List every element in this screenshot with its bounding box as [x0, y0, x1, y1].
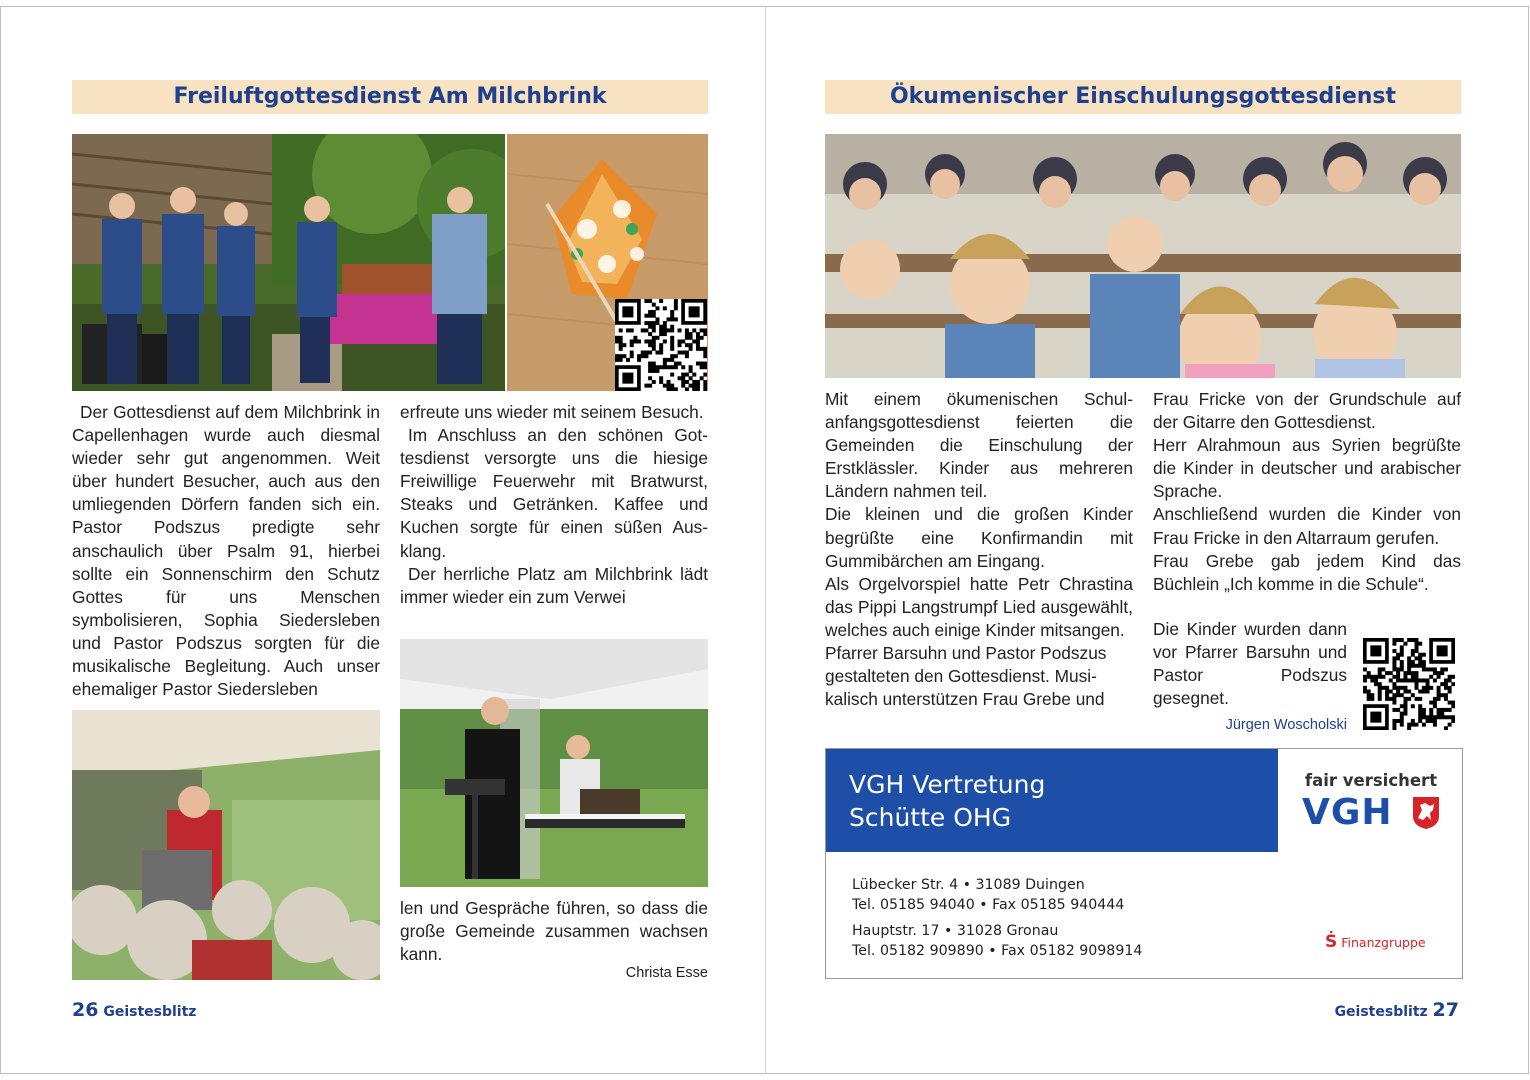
vgh-advertisement[interactable]: [825, 748, 1463, 979]
ad-phone-2: Tel. 05182 909890 • Fax 05182 9098914: [852, 943, 1143, 959]
right-col1-paragraph-2: Die kleinen und die großen Kinder begrüßte eine Konfirmandin mit Gummibärchen am Eingang.: [825, 504, 1133, 571]
left-col2-paragraph-1: erfreute uns wieder mit seinem Besuch.: [400, 402, 704, 422]
left-column-1-text: [72, 401, 380, 701]
horse-shield-icon: [1412, 796, 1440, 830]
right-col2-paragraph-4: Frau Grebe gab jedem Kind das Büchlein „Ich komme in die Schule“.: [1153, 550, 1461, 594]
ad-phone-1: Tel. 05185 94040 • Fax 05185 940444: [852, 897, 1125, 913]
page-number-27: 27: [1432, 999, 1459, 1021]
ad-finanzgruppe: Finanzgruppe: [1341, 935, 1426, 950]
photo-grill-team: [72, 134, 505, 391]
ad-address-1: Lübecker Str. 4 • 31089 Duingen: [852, 877, 1085, 893]
right-col2-paragraph-1: Frau Fricke von der Grundschule auf der Gitarre den Gottesdienst.: [1153, 389, 1461, 433]
ad-title-line-1: VGH Vertretung: [849, 770, 1046, 799]
ad-blue-banner: [826, 749, 1278, 852]
finanzgruppe-logo: [1325, 932, 1426, 952]
vgh-logo-text: VGH: [1302, 792, 1393, 833]
magazine-name: Geistesblitz: [1334, 1004, 1428, 1020]
ad-slogan: fair versichert: [1304, 771, 1438, 790]
ad-agency-name: [849, 768, 1045, 834]
right-column-1-text: [825, 388, 1133, 711]
right-folio: [1335, 999, 1459, 1021]
qr-code-left[interactable]: [615, 299, 707, 391]
photo-paper-umbrella: [507, 134, 708, 391]
left-column-2-top-text: [400, 401, 708, 609]
right-column-2-text: [1153, 388, 1461, 596]
left-author: Christa Esse: [625, 965, 708, 981]
right-col1-paragraph-1: Mit einem ökumenischen Schulanfangsgottesdienst feierten die Gemeinden die Einschulung der Erstklässler. Kinder aus mehreren Ländern nahmen teil.: [825, 389, 1133, 502]
right-page: [765, 6, 1529, 1074]
left-article-heading: Freiluftgottesdienst Am Milchbrink: [72, 80, 708, 114]
photo-lectern-reader: [72, 710, 380, 980]
page-number-26: 26: [72, 999, 99, 1021]
sparkasse-icon: Ṡ: [1325, 932, 1338, 952]
left-folio: [72, 999, 196, 1021]
right-article-heading: Ökumenischer Einschulungsgottesdienst: [825, 80, 1461, 114]
left-col2-paragraph-4: len und Gespräche führen, so dass die große Gemeinde zusammen wachsen kann.: [400, 898, 708, 965]
right-col2-paragraph-3: Anschließend wurden die Kinder von Frau Fricke in den Altarraum gerufen.: [1153, 504, 1461, 548]
left-col1-paragraph: Der Gottesdienst auf dem Milchbrink in Capellenhagen wurde auch diesmal wieder sehr gut angenommen. Weit über hundert Besucher, auch aus den umliegenden Dörfern fanden sich ein. Pastor Podszus predigte sehr anschaulich über Psalm 91, hierbei sollte ein Sonnenschirm den Schutz Gottes für uns Menschen symbolisieren, Sophia Siedersleben und Pastor Podszus sorgten für die musikalische Begleitung. Auch unser ehemaliger Pastor Siedersleben: [72, 402, 380, 700]
ad-contact-block: [852, 875, 1142, 961]
photo-children-church: [825, 134, 1461, 378]
left-col2-paragraph-2: Im Anschluss an den schönen Gottesdienst versorgte uns die hiesige Freiwillige Feuerwehr mit Bratwurst, Steaks und Getränken. Kaffee und Kuchen sorgte für einen süßen Ausklang.: [400, 425, 708, 561]
right-col1-paragraph-4: Pfarrer Barsuhn und Pastor Podszus gestalteten den Gottesdienst. Musikalisch unterstützen Frau Grebe und: [825, 643, 1107, 710]
photo-pastor-keyboard: [400, 639, 708, 887]
right-author: Jürgen Woscholski: [1225, 717, 1347, 733]
qr-code-right[interactable]: [1363, 638, 1455, 730]
ad-title-line-2: Schütte OHG: [849, 803, 1012, 832]
right-col2-paragraph-5: Die Kinder wurden dann vor Pfarrer Barsuhn und Pastor Podszus gesegnet.: [1153, 619, 1347, 709]
left-column-2-bottom-text: [400, 897, 708, 966]
right-column-2-tail-text: [1153, 618, 1347, 710]
ad-address-2: Hauptstr. 17 • 31028 Gronau: [852, 923, 1059, 939]
right-col1-paragraph-3: Als Orgelvorspiel hatte Petr Chrastina das Pippi Langstrumpf Lied ausgewählt, welches auch einige Kinder mitsangen.: [825, 573, 1133, 640]
magazine-name: Geistesblitz: [103, 1004, 197, 1020]
vgh-logo: [1302, 792, 1442, 834]
left-page: [0, 6, 765, 1074]
right-col2-paragraph-2: Herr Alrahmoun aus Syrien begrüßte die Kinder in deutscher und arabischer Sprache.: [1153, 435, 1461, 502]
left-col2-paragraph-3: Der herrliche Platz am Milchbrink lädt immer wieder ein zum Verwei: [400, 563, 708, 607]
